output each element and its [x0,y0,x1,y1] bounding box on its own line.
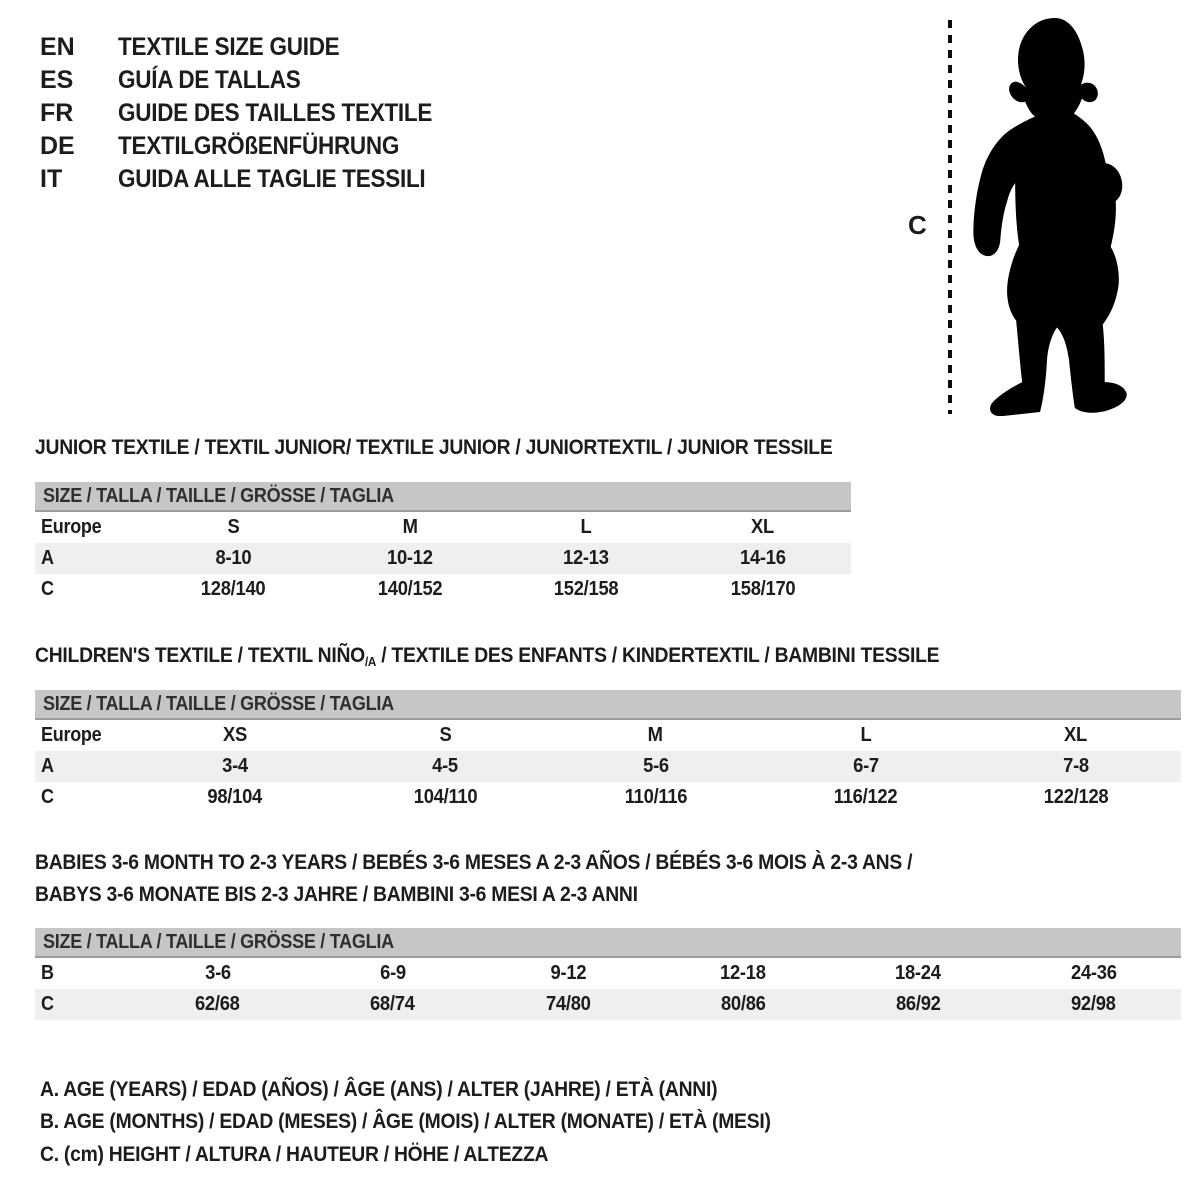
table-row-age [35,751,1181,782]
size-cell [971,720,1181,751]
value-cell [305,958,480,989]
value-cell [130,751,340,782]
row-label [35,543,145,574]
row-label [35,512,145,543]
children-title-rest: / TEXTILE DES ENFANTS / KINDERTEXTIL / BAMBINI TESSILE [376,643,940,667]
value-cell [340,782,550,813]
language-code: DE [40,132,75,160]
guide-title: GUIDA ALLE TAGLIE TESSILI [118,165,426,193]
language-row [40,34,467,67]
value-cell-text: 9-12 [550,962,586,984]
size-cell-text: S [439,724,452,746]
legend-line-b [40,1110,852,1132]
language-code: FR [40,99,74,127]
row-label-text: Europe [41,516,102,538]
size-cell-text: M [402,516,418,538]
row-label-text: C [41,578,54,600]
language-code: ES [40,66,74,94]
row-label [35,751,130,782]
legend-line-a [40,1078,793,1100]
language-code: EN [40,33,75,61]
value-cell [145,543,322,574]
language-code: IT [40,165,63,193]
row-label [35,958,130,989]
guide-title: TEXTILE SIZE GUIDE [118,33,340,61]
size-header-bar [35,690,1181,720]
table-row-months [35,958,1181,989]
value-cell-text: 110/116 [624,786,687,808]
language-row [40,100,467,133]
junior-size-table [35,482,851,605]
size-cell-text: L [860,724,872,746]
height-dashed-line [948,20,952,414]
value-cell-text: 7-8 [1063,755,1089,777]
babies-section-title-line1 [35,851,1010,873]
value-cell-text: 128/140 [200,578,266,600]
value-cell [130,958,305,989]
row-label-text: A [41,547,54,569]
size-cell-text: XS [223,724,248,746]
value-cell [831,958,1006,989]
value-cell-text: 86/92 [895,993,941,1015]
size-cell [322,512,499,543]
value-cell-text: 104/110 [413,786,478,808]
size-cell [761,720,971,751]
value-cell [550,782,760,813]
legend-line-b-text: B. AGE (MONTHS) / EDAD (MESES) / ÂGE (MOIS) / ALTER (MONATE) / ETÀ (MESI) [40,1109,771,1133]
legend-line-c [40,1143,605,1165]
size-cell-text: XL [751,516,775,538]
size-header-label: SIZE / TALLA / TAILLE / GRÖSSE / TAGLIA [43,931,394,953]
value-cell [971,782,1181,813]
size-cell [498,512,675,543]
value-cell [498,574,675,605]
children-section-title-text [35,644,939,673]
babies-title-line1-text: BABIES 3-6 MONTH TO 2-3 YEARS / BEBÉS 3-6 MESES A 2-3 AÑOS / BÉBÉS 3-6 MOIS À 2-3 ANS / [35,850,913,874]
value-cell-text: 6-9 [379,962,406,984]
value-cell [761,751,971,782]
guide-title: GUIDE DES TAILLES TEXTILE [118,99,433,127]
children-section-title [35,644,1040,673]
value-cell [305,989,480,1020]
value-cell-text: 116/122 [833,786,898,808]
size-header-bar [35,928,1181,958]
junior-section-title-text: JUNIOR TEXTILE / TEXTIL JUNIOR/ TEXTILE JUNIOR / JUNIORTEXTIL / JUNIOR TESSILE [35,435,833,459]
value-cell-text: 5-6 [642,755,669,777]
size-cell-text: L [580,516,592,538]
value-cell [656,958,831,989]
row-label-text: C [41,993,54,1015]
size-header-label: SIZE / TALLA / TAILLE / GRÖSSE / TAGLIA [43,693,394,715]
value-cell-text: 24-36 [1070,962,1117,984]
row-label-text: C [41,786,54,808]
value-cell [831,989,1006,1020]
value-cell-text: 140/152 [377,578,443,600]
value-cell-text: 158/170 [730,578,796,600]
value-cell-text: 122/128 [1043,786,1109,808]
table-row-europe [35,512,851,543]
size-cell-text: M [647,724,664,746]
row-label [35,720,130,751]
value-cell [130,989,305,1020]
value-cell-text: 6-7 [852,755,879,777]
value-cell [322,574,499,605]
junior-section-title [35,436,921,458]
value-cell [971,751,1181,782]
value-cell [1006,958,1181,989]
language-row [40,67,467,100]
value-cell [480,958,655,989]
toddler-silhouette-icon [970,18,1130,416]
value-cell [130,782,340,813]
value-cell-text: 3-4 [222,755,248,777]
value-cell [340,751,550,782]
row-label [35,574,145,605]
children-title-sub: /A [364,654,377,669]
size-cell [340,720,550,751]
value-cell [675,543,852,574]
children-size-table [35,690,1181,813]
language-row [40,166,467,199]
language-title-list [40,34,467,199]
value-cell-text: 68/74 [370,993,416,1015]
value-cell [480,989,655,1020]
row-label [35,782,130,813]
value-cell-text: 12-18 [720,962,766,984]
children-title-main: CHILDREN'S TEXTILE / TEXTIL NIÑO [35,643,365,667]
value-cell [322,543,499,574]
row-label-text: A [41,755,54,777]
table-row-height [35,989,1181,1020]
size-header-bar [35,482,851,512]
row-label-text: Europe [41,724,102,746]
row-label [35,989,130,1020]
legend-line-c-text: C. (cm) HEIGHT / ALTURA / HAUTEUR / HÖHE / ALTEZZA [40,1142,549,1166]
row-label-text: B [41,962,54,984]
guide-title: GUÍA DE TALLAS [118,66,301,94]
table-row-europe [35,720,1181,751]
value-cell [550,751,760,782]
table-row-age [35,543,851,574]
value-cell-text: 8-10 [215,547,252,569]
value-cell-text: 74/80 [545,993,591,1015]
value-cell-text: 4-5 [432,755,459,777]
babies-title-line2-text: BABYS 3-6 MONATE BIS 2-3 JAHRE / BAMBINI 3-6 MESI A 2-3 ANNI [35,882,638,906]
babies-section-title-line2 [35,883,705,905]
value-cell-text: 14-16 [739,547,786,569]
size-header-label: SIZE / TALLA / TAILLE / GRÖSSE / TAGLIA [43,485,394,507]
value-cell-text: 92/98 [1071,993,1116,1015]
table-row-height [35,782,1181,813]
value-cell-text: 3-6 [204,962,231,984]
guide-title: TEXTILGRÖßENFÜHRUNG [118,132,400,160]
height-measure-label: C [908,210,927,240]
babies-size-table [35,928,1181,1020]
size-cell [130,720,340,751]
size-cell-text: S [227,516,240,538]
value-cell-text: 10-12 [386,547,433,569]
table-row-height [35,574,851,605]
value-cell-text: 152/158 [553,578,619,600]
value-cell [656,989,831,1020]
value-cell [498,543,675,574]
value-cell [675,574,852,605]
value-cell [145,574,322,605]
value-cell [761,782,971,813]
size-cell [675,512,852,543]
language-row [40,133,467,166]
size-cell [145,512,322,543]
value-cell-text: 18-24 [895,962,942,984]
value-cell-text: 98/104 [207,786,263,808]
size-cell [550,720,760,751]
size-cell-text: XL [1064,724,1088,746]
value-cell-text: 12-13 [563,547,610,569]
value-cell [1006,989,1181,1020]
legend-line-a-text: A. AGE (YEARS) / EDAD (AÑOS) / ÂGE (ANS) / ALTER (JAHRE) / ETÀ (ANNI) [40,1077,718,1101]
value-cell-text: 80/86 [720,993,766,1015]
value-cell-text: 62/68 [195,993,240,1015]
